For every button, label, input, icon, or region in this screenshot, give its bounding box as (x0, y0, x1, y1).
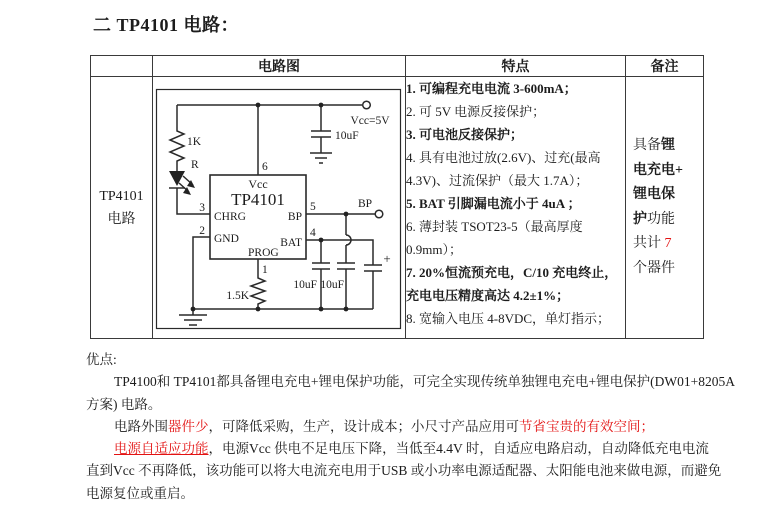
circuit-labels (187, 115, 391, 302)
text-line (626, 232, 703, 257)
row-label-line1: TP4101 (99, 188, 144, 204)
label-cap1: 10uF (293, 279, 317, 291)
text-line (406, 123, 625, 146)
label-pin3: 3 (199, 202, 205, 214)
text-segment: 个器件 (633, 260, 675, 276)
text-segment: 直到Vcc 不再降低，该功能可以将大电流充电用于USB 或小功率电源适配器、太阳能电池来做电源，而避免 (86, 463, 722, 479)
label-ic-bat: BAT (280, 237, 302, 249)
label-vcc5v: Vcc=5V (350, 115, 390, 127)
row-label-line2: 电路 (107, 211, 136, 227)
text-segment: 5. BAT 引脚漏电流小于 4uA ； (406, 196, 581, 211)
text-segment: 2. 可 5V 电源反接保护； (406, 104, 546, 119)
text-line (626, 208, 703, 233)
label-ic-bp: BP (287, 211, 302, 223)
text-segment: 锂 (661, 138, 675, 153)
led-triangle (169, 171, 185, 186)
header-remark: 备注 (626, 56, 704, 77)
text-line (86, 460, 746, 482)
text-segment: 功能 (647, 211, 675, 227)
text-segment: 具备 (633, 138, 661, 153)
header-circuit: 电路图 (153, 56, 406, 77)
text-segment: 4. 具有电池过放(2.6V)、过充(最高 4.3V)、过流保护（最大 1.7A）； (406, 150, 601, 188)
circuit-cell (153, 77, 406, 339)
label-bp-out: BP (357, 198, 373, 210)
text-line (406, 192, 625, 215)
vcc-terminal (363, 101, 371, 109)
text-segment: 节省宝贵的有效空间； (519, 418, 654, 434)
text-segment: 3. 可电池反接保护； (406, 127, 524, 142)
label-pin1: 1 (262, 264, 268, 276)
text-segment: 方案) 电路。 (86, 396, 162, 412)
label-pin2: 2 (199, 225, 205, 237)
table-body-row (91, 77, 704, 339)
text-segment: 锂电保 (633, 187, 675, 202)
text-segment: 7. 20%恒流预充电，C/10 充电终止，充电电压精度高达 4.2±1%； (406, 265, 618, 303)
label-pin6: 6 (262, 161, 268, 173)
text-line (406, 77, 625, 100)
label-cap-top: 10uF (335, 130, 359, 142)
label-ic-chrg: CHRG (214, 211, 246, 223)
text-segment: 器件少 (168, 418, 209, 434)
header-empty-cell (91, 56, 153, 77)
label-ic-prog: PROG (248, 247, 279, 259)
cap1 (312, 240, 330, 309)
text-line (86, 416, 746, 438)
text-line (406, 100, 625, 123)
cap-top (311, 105, 331, 153)
text-line (626, 257, 703, 282)
label-led: R (191, 159, 199, 171)
text-segment: ，电源Vcc 供电不足电压下降，当低至4.4V 时，自适应电路启动，自动降低充电电流 (208, 441, 709, 457)
text-segment: ，可降低采购，生产，设计成本；小尺寸产品应用可 (208, 418, 519, 434)
text-line (626, 134, 703, 159)
text-segment: 优点: (86, 352, 117, 367)
text-line (86, 438, 746, 460)
label-ic-name: TP4101 (231, 190, 285, 209)
remark-cell (626, 77, 704, 339)
text-line (626, 183, 703, 208)
ground-top (310, 153, 332, 163)
table-header-row (91, 56, 704, 77)
text-line (86, 349, 746, 371)
text-line (86, 394, 746, 416)
label-res1: 1K (187, 136, 202, 148)
text-line (406, 261, 625, 307)
row-label-cell (91, 77, 153, 339)
spec-table (90, 55, 704, 339)
label-cap2: 10uF (320, 279, 344, 291)
text-line (626, 159, 703, 184)
text-segment: 1. 可编程充电电流 3-600mA； (406, 81, 577, 96)
circuit-diagram (153, 77, 404, 337)
text-line (406, 307, 625, 330)
header-features: 特点 (406, 56, 626, 77)
label-ic-vcc: Vcc (248, 177, 268, 191)
text-line (406, 146, 625, 192)
text-segment: 7 (664, 236, 672, 251)
label-pin4: 4 (310, 227, 316, 239)
resistor-1k5 (251, 275, 265, 309)
notes-section (86, 349, 746, 505)
text-segment: 电充电+ (633, 162, 683, 178)
label-res2: 1.5K (226, 290, 249, 302)
text-segment: 8. 宽输入电压 4-8VDC，单灯指示； (406, 311, 611, 326)
cap2 (337, 245, 355, 309)
label-ic-gnd: GND (214, 233, 239, 245)
text-line (86, 483, 746, 505)
text-segment: 电路外围 (114, 418, 168, 434)
label-cap3-plus: + (383, 251, 391, 266)
text-segment: 护 (633, 211, 647, 227)
features-cell (406, 77, 626, 339)
page-title: 二 TP4101 电路： (93, 15, 240, 35)
text-line (406, 215, 625, 261)
text-segment: 电源自适应功能 (114, 441, 209, 457)
text-segment: 共计 (633, 236, 665, 251)
text-segment: TP4100和 TP4101都具备锂电充电+锂电保护功能，可完全实现传统单独锂电充电+锂电保护(DW01+8205A (114, 374, 735, 390)
text-segment: 电源复位或重启。 (86, 485, 194, 501)
label-pin5: 5 (310, 201, 316, 213)
bp-terminal (375, 210, 383, 218)
resistor-1k (170, 127, 184, 165)
text-segment: 6. 薄封装 TSOT23-5（最高厚度 0.9mm）； (406, 219, 583, 257)
text-line (86, 371, 746, 393)
cap3-electrolytic (364, 265, 382, 309)
